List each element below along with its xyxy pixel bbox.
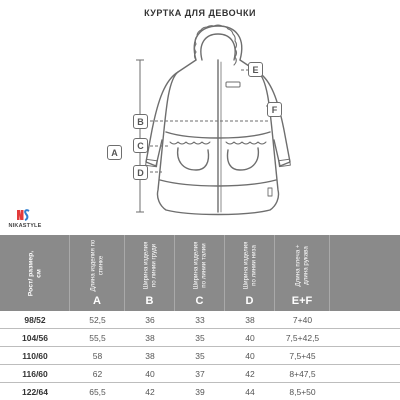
cell-size: 104/56 bbox=[22, 332, 48, 343]
badge-a: A bbox=[107, 145, 122, 160]
brand-name: NIKASTYLE bbox=[8, 223, 42, 229]
cell-ef: 7,5+42,5 bbox=[285, 332, 320, 343]
jacket-diagram bbox=[0, 20, 400, 235]
cell-c: 37 bbox=[195, 368, 205, 379]
cell-d: 40 bbox=[245, 350, 255, 361]
cell-d: 38 bbox=[245, 314, 255, 325]
cell-ef: 8+47,5 bbox=[289, 368, 316, 379]
jacket-left-pocket bbox=[178, 148, 209, 170]
cell-size: 116/60 bbox=[22, 368, 48, 379]
cell-d: 44 bbox=[245, 386, 255, 397]
ns-logo-icon bbox=[16, 208, 30, 222]
cell-d: 42 bbox=[245, 368, 255, 379]
header-col-d: Ширина изделия по линии низа D bbox=[225, 235, 275, 311]
cell-b: 38 bbox=[145, 332, 155, 343]
cell-b: 36 bbox=[145, 314, 155, 325]
cell-a: 62 bbox=[92, 368, 103, 379]
page-title: КУРТКА ДЛЯ ДЕВОЧКИ bbox=[144, 8, 256, 18]
cell-size: 110/60 bbox=[22, 350, 48, 361]
cell-size: 122/64 bbox=[22, 386, 48, 397]
cell-ef: 8,5+50 bbox=[289, 386, 316, 397]
header-spacer bbox=[330, 235, 400, 311]
cell-b: 40 bbox=[145, 368, 155, 379]
jacket-drawing bbox=[0, 20, 400, 235]
table-row bbox=[0, 347, 400, 365]
table-row bbox=[0, 329, 400, 347]
badge-b: B bbox=[133, 114, 148, 129]
badge-e: E bbox=[248, 62, 263, 77]
cell-c: 33 bbox=[195, 314, 205, 325]
header-col-b: Ширина изделия по линии груди B bbox=[125, 235, 175, 311]
cell-a: 55,5 bbox=[89, 332, 106, 343]
header-col-ef: Длина плеча + длина рукава E+F bbox=[275, 235, 330, 311]
badge-f: F bbox=[267, 102, 282, 117]
cell-a: 52,5 bbox=[89, 314, 106, 325]
cell-c: 35 bbox=[195, 332, 205, 343]
table-row bbox=[0, 311, 400, 329]
badge-d: D bbox=[133, 165, 148, 180]
cell-c: 39 bbox=[195, 386, 205, 397]
jacket-right-pocket bbox=[228, 148, 259, 170]
cell-b: 42 bbox=[145, 386, 155, 397]
table-row bbox=[0, 365, 400, 383]
cell-a: 58 bbox=[92, 350, 103, 361]
cell-a: 65,5 bbox=[89, 386, 106, 397]
cell-c: 35 bbox=[195, 350, 205, 361]
cell-ef: 7+40 bbox=[292, 314, 313, 325]
header-size: Рост/ размер, см bbox=[0, 235, 70, 311]
size-table-body bbox=[0, 311, 400, 400]
badge-c: C bbox=[133, 138, 148, 153]
cell-d: 40 bbox=[245, 332, 255, 343]
cell-b: 38 bbox=[145, 350, 155, 361]
header-col-c: Ширина изделия по линии талии C bbox=[175, 235, 225, 311]
header-col-a: Длина изделия по спинке A bbox=[70, 235, 125, 311]
cell-ef: 7,5+45 bbox=[289, 350, 316, 361]
size-table-header bbox=[0, 235, 400, 311]
table-row bbox=[0, 383, 400, 400]
cell-size: 98/52 bbox=[24, 314, 46, 325]
